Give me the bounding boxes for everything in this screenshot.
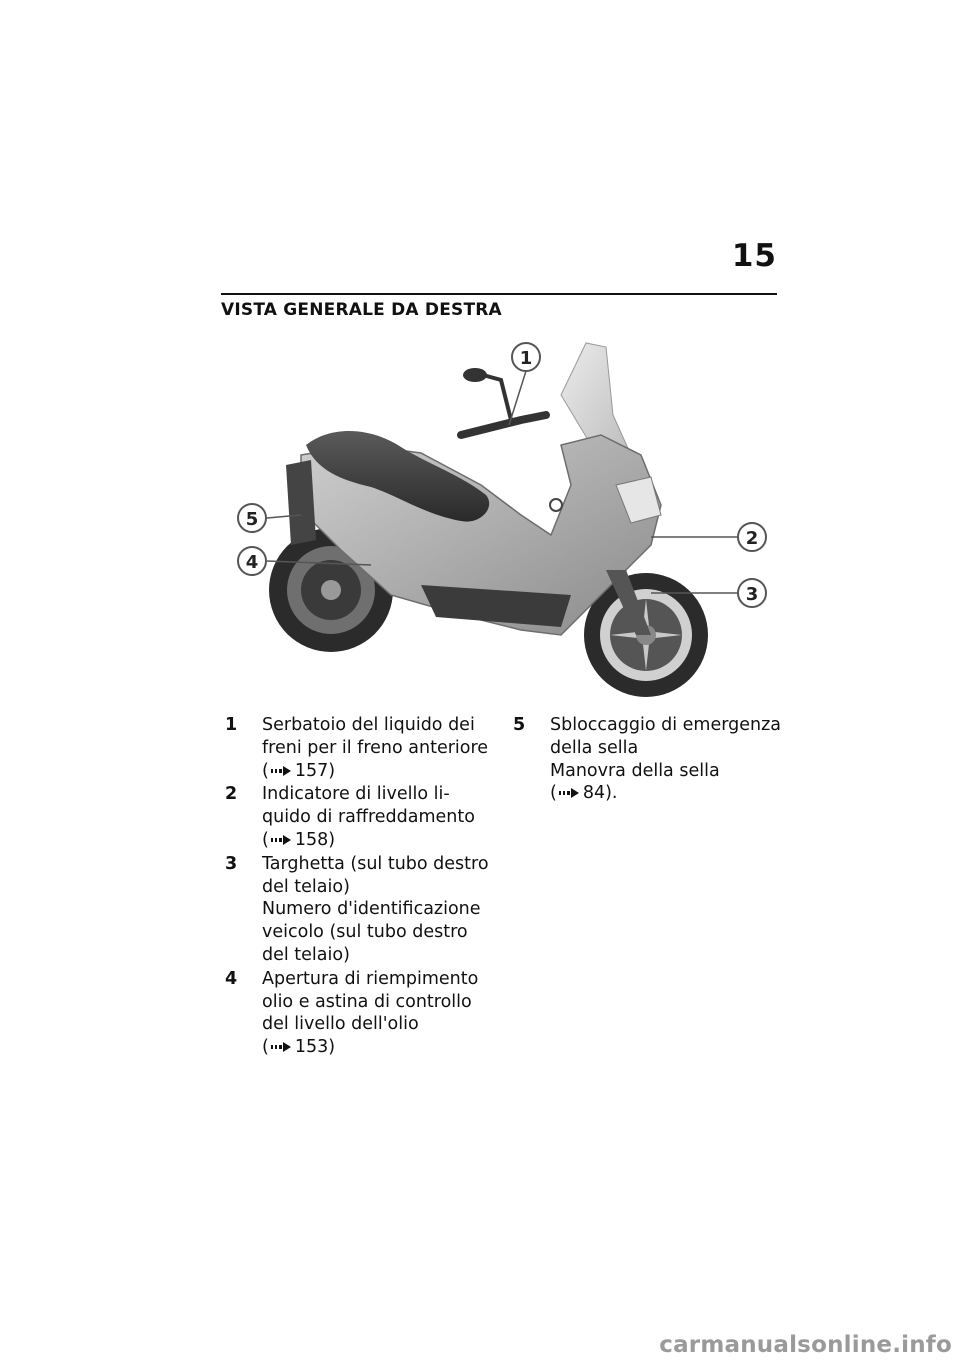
legend-text: Apertura di riempimento [262, 968, 479, 989]
legend-number: 1 [225, 715, 238, 735]
svg-text:3: 3 [745, 584, 759, 605]
watermark: carmanualsonline.info [659, 1332, 952, 1358]
svg-text:5: 5 [245, 509, 259, 530]
header-rule [221, 293, 777, 295]
page-reference[interactable]: ( 153) [262, 1037, 336, 1058]
legend-text: olio e astina di controllo [262, 991, 472, 1012]
legend-item [225, 714, 495, 782]
svg-text:1: 1 [519, 348, 533, 369]
callout-3 [738, 579, 766, 607]
legend-text: Sbloccaggio di emergenza [550, 715, 781, 735]
handlebar [461, 415, 546, 435]
page-reference[interactable]: ( 157) [262, 760, 336, 781]
callout-2 [738, 523, 766, 551]
legend-text: Targhetta (sul tubo destro [262, 853, 489, 874]
legend-number: 2 [225, 784, 238, 805]
legend-item [225, 968, 495, 1059]
arrow-right-icon [557, 786, 583, 800]
page-reference[interactable]: ( 158) [262, 829, 336, 850]
legend-text: del livello dell'olio [262, 1014, 419, 1035]
legend-text: Serbatoio del liquido dei [262, 715, 475, 735]
callout-1 [512, 343, 540, 371]
legend-text: del telaio) [262, 944, 350, 965]
legend-text: del telaio) [262, 876, 350, 897]
legend-right-column [513, 714, 783, 806]
legend-text: Manovra della sella [550, 760, 720, 781]
svg-text:2: 2 [745, 528, 759, 549]
legend-text: della sella [550, 737, 639, 758]
arrow-right-icon [269, 764, 295, 778]
legend-text: Indicatore di livello li- [262, 784, 450, 805]
legend-left-column [225, 714, 495, 1060]
legend-item [513, 714, 783, 805]
legend-text: veicolo (sul tubo destro [262, 922, 468, 943]
arrow-right-icon [269, 833, 295, 847]
legend-text: Numero d'identificazione [262, 899, 481, 920]
legend-number: 3 [225, 853, 238, 874]
section-title: VISTA GENERALE DA DESTRA [221, 300, 502, 320]
callout-4 [238, 547, 266, 575]
callout-5 [238, 504, 266, 532]
page-reference[interactable]: ( 84). [550, 783, 618, 804]
svg-text:4: 4 [245, 552, 259, 573]
legend-text: freni per il freno anteriore [262, 737, 489, 758]
page-number: 15 [731, 238, 777, 274]
legend-item [225, 853, 495, 967]
legend-item [225, 783, 495, 851]
legend-number: 5 [513, 715, 526, 735]
legend-text: quido di raffreddamento [262, 807, 475, 828]
scooter-illustration [221, 335, 781, 700]
legend-number: 4 [225, 968, 238, 989]
arrow-right-icon [269, 1040, 295, 1054]
